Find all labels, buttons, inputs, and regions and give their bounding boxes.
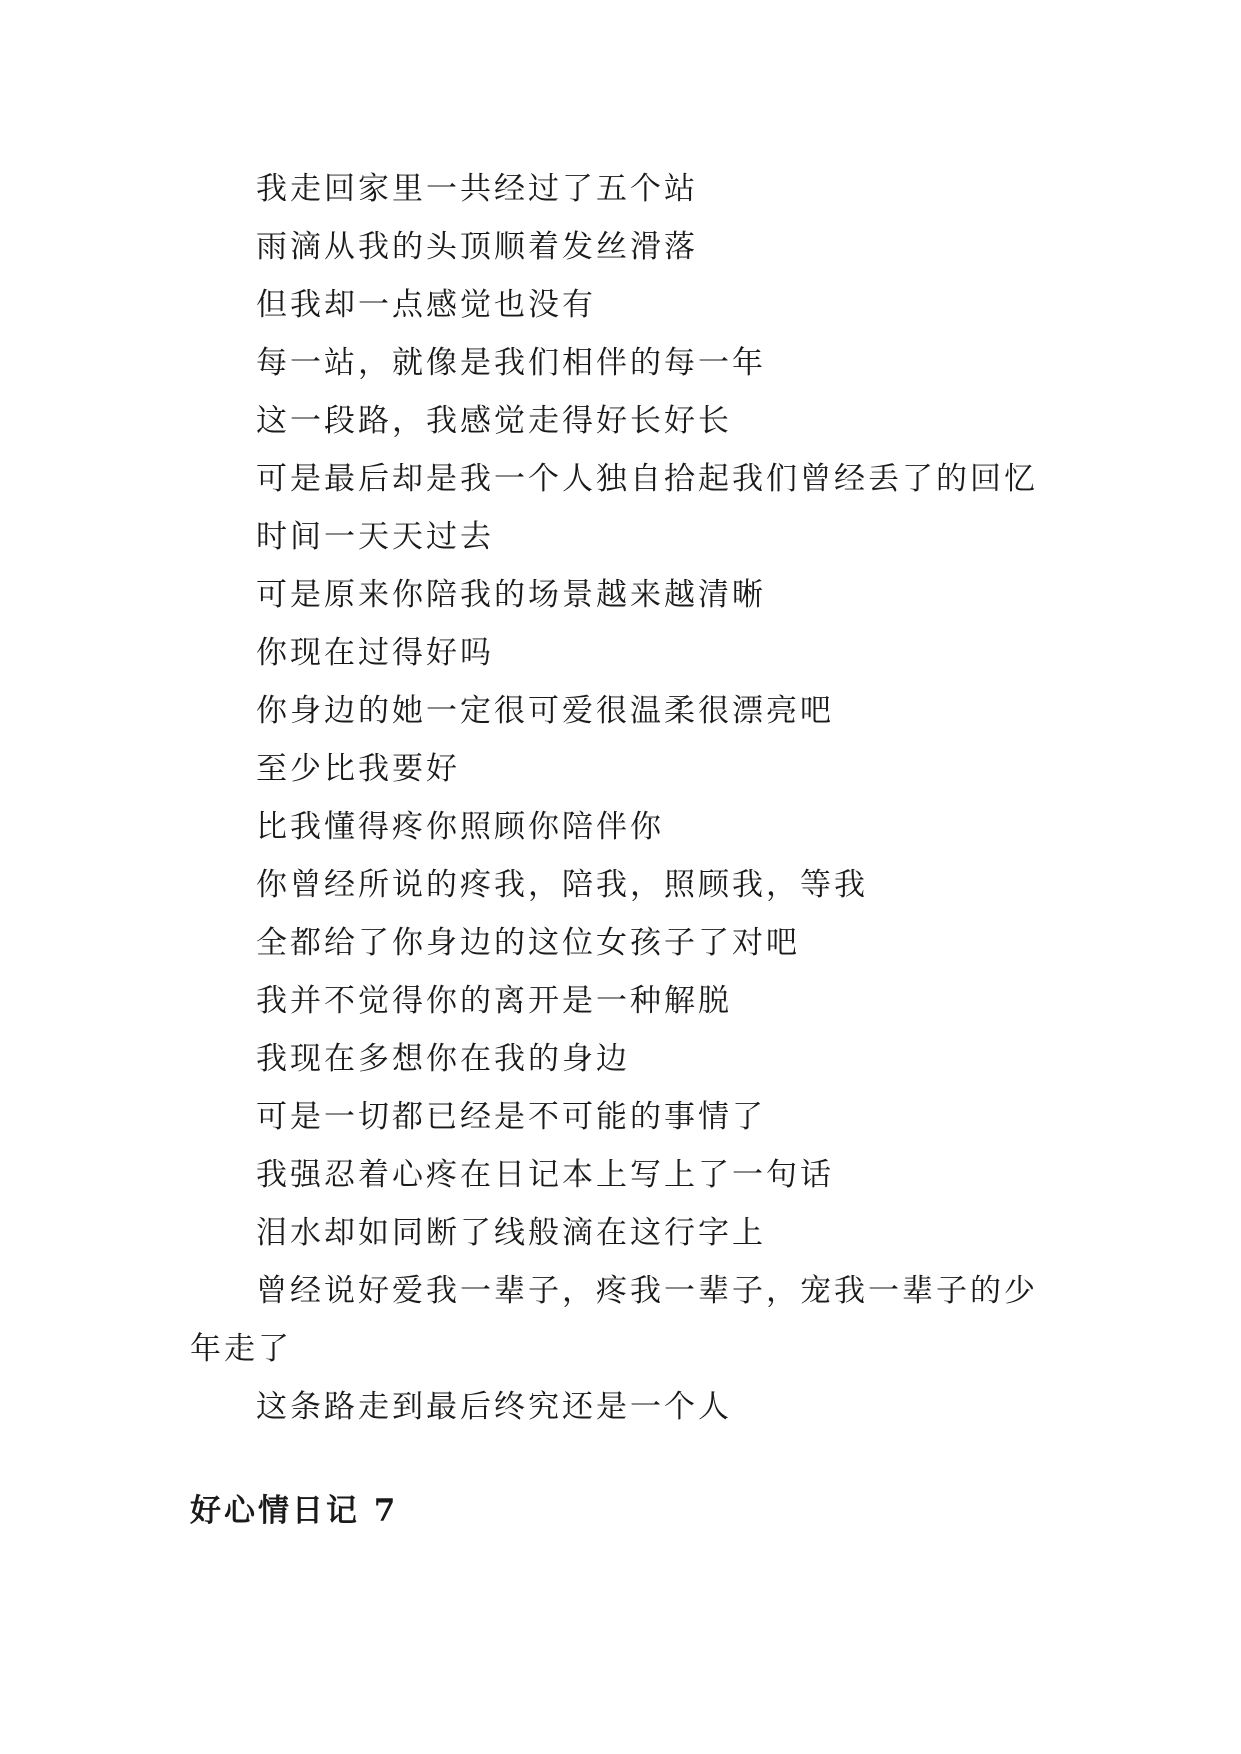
section-heading: 好心情日记 7 bbox=[190, 1493, 399, 1529]
paragraph: 全都给了你身边的这位女孩子了对吧 bbox=[256, 925, 800, 961]
paragraph: 但我却一点感觉也没有 bbox=[256, 287, 596, 323]
paragraph: 每一站，就像是我们相伴的每一年 bbox=[256, 345, 766, 381]
paragraph: 这条路走到最后终究还是一个人 bbox=[256, 1389, 732, 1425]
paragraph: 这一段路，我感觉走得好长好长 bbox=[256, 403, 732, 439]
paragraph: 我现在多想你在我的身边 bbox=[256, 1041, 630, 1077]
paragraph: 我强忍着心疼在日记本上写上了一句话 bbox=[256, 1157, 834, 1193]
paragraph: 你现在过得好吗 bbox=[256, 635, 494, 671]
paragraph: 可是一切都已经是不可能的事情了 bbox=[256, 1099, 766, 1135]
paragraph: 你身边的她一定很可爱很温柔很漂亮吧 bbox=[256, 693, 834, 729]
diary-body bbox=[190, 160, 1070, 1436]
paragraph: 可是原来你陪我的场景越来越清晰 bbox=[256, 577, 766, 613]
paragraph: 时间一天天过去 bbox=[256, 519, 494, 555]
paragraph: 雨滴从我的头顶顺着发丝滑落 bbox=[256, 229, 698, 265]
paragraph: 我并不觉得你的离开是一种解脱 bbox=[256, 983, 732, 1019]
paragraph: 你曾经所说的疼我，陪我，照顾我，等我 bbox=[256, 867, 868, 903]
paragraph: 至少比我要好 bbox=[256, 751, 460, 787]
paragraph: 泪水却如同断了线般滴在这行字上 bbox=[256, 1215, 766, 1251]
paragraph: 曾经说好爱我一辈子，疼我一辈子，宠我一辈子的少年走了 bbox=[190, 1273, 1038, 1367]
paragraph: 可是最后却是我一个人独自拾起我们曾经丢了的回忆 bbox=[256, 461, 1038, 497]
paragraph: 我走回家里一共经过了五个站 bbox=[256, 171, 698, 207]
paragraph: 比我懂得疼你照顾你陪伴你 bbox=[256, 809, 664, 845]
